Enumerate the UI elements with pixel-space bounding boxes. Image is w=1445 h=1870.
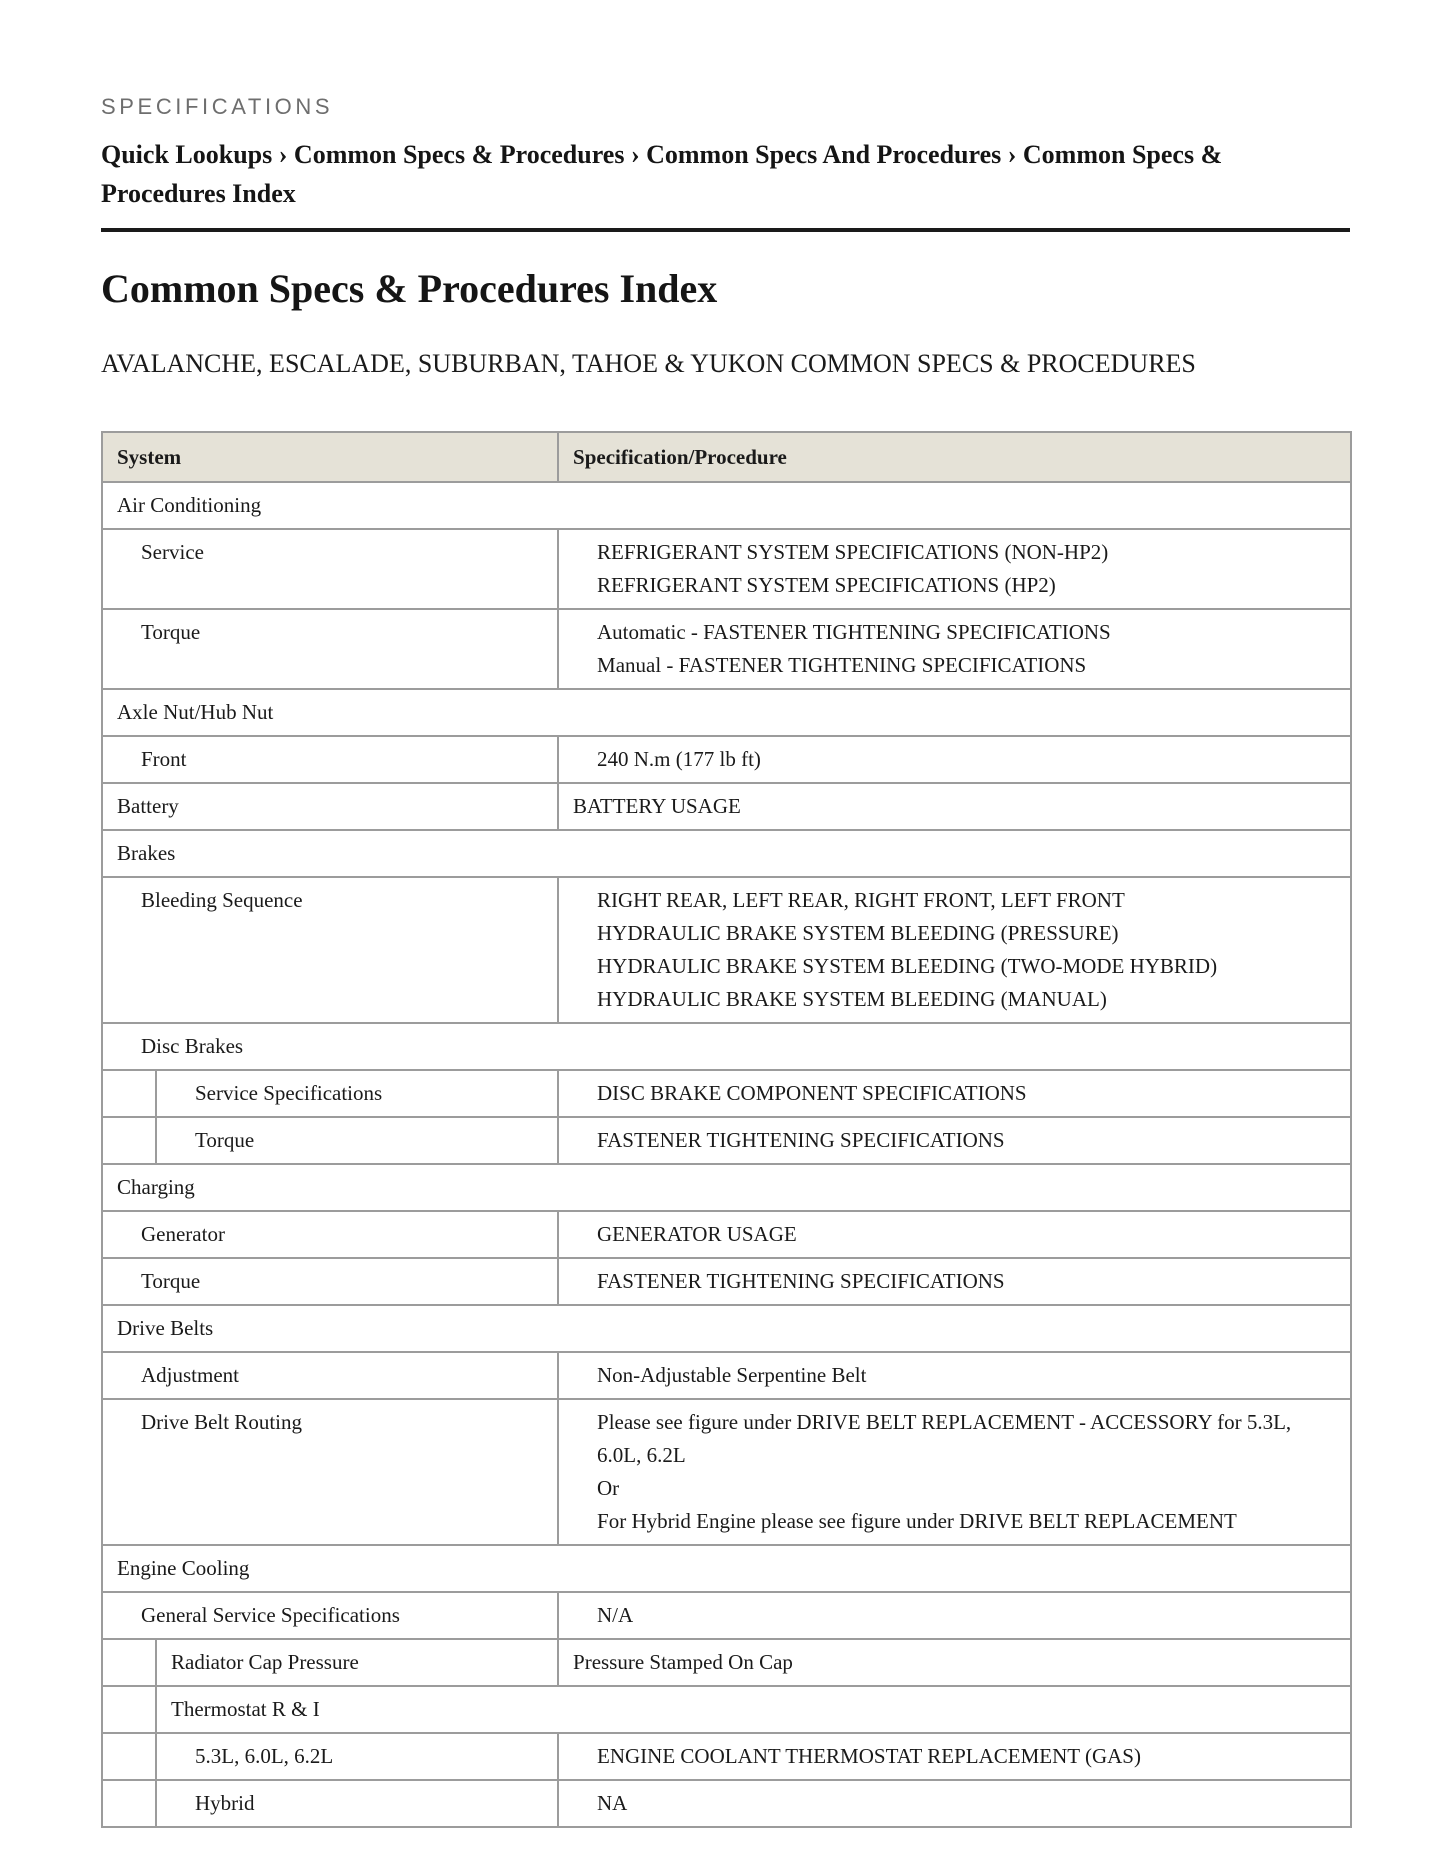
spec-link[interactable]: ENGINE COOLANT THERMOSTAT REPLACEMENT (GAS)	[597, 1744, 1141, 1768]
specs-table	[101, 431, 1352, 1828]
spec-cell	[558, 1352, 1351, 1399]
system-cell: Radiator Cap Pressure	[156, 1639, 558, 1686]
table-row	[102, 1780, 1351, 1827]
table-row	[102, 1399, 1351, 1545]
breadcrumb-item[interactable]: Common Specs & Procedures Index	[101, 140, 1223, 208]
system-cell: Battery	[102, 783, 558, 830]
indent-cell	[102, 1733, 156, 1780]
system-cell: Bleeding Sequence	[102, 877, 558, 1023]
system-cell: General Service Specifications	[102, 1592, 558, 1639]
spec-link[interactable]: DISC BRAKE COMPONENT SPECIFICATIONS	[597, 1081, 1027, 1105]
spec-note[interactable]: Please see figure under DRIVE BELT REPLACEMENT - ACCESSORY for 5.3L, 6.0L, 6.2L	[597, 1410, 1292, 1467]
breadcrumb-separator: ›	[630, 140, 647, 169]
system-cell: Generator	[102, 1211, 558, 1258]
system-cell: Front	[102, 736, 558, 783]
page-subtitle: AVALANCHE, ESCALADE, SUBURBAN, TAHOE & YUKON COMMON SPECS & PROCEDURES	[101, 349, 1196, 378]
system-cell: Service Specifications	[156, 1070, 558, 1117]
breadcrumb-separator: ›	[278, 140, 294, 169]
spec-note: Or	[597, 1476, 620, 1500]
spec-link[interactable]: HYDRAULIC BRAKE SYSTEM BLEEDING (PRESSURE)	[597, 921, 1119, 945]
table-row	[102, 1258, 1351, 1305]
spec-link[interactable]: FASTENER TIGHTENING SPECIFICATIONS	[597, 1128, 1005, 1152]
system-group-cell: Axle Nut/Hub Nut	[102, 689, 1351, 736]
spec-cell	[558, 1211, 1351, 1258]
table-row	[102, 783, 1351, 830]
system-group-cell: Air Conditioning	[102, 482, 1351, 529]
table-row	[102, 1117, 1351, 1164]
spec-value: NA	[597, 1791, 628, 1815]
spec-cell	[558, 1780, 1351, 1827]
system-group-cell: Charging	[102, 1164, 1351, 1211]
spec-link[interactable]: HYDRAULIC BRAKE SYSTEM BLEEDING (MANUAL)	[597, 987, 1107, 1011]
spec-link[interactable]: Automatic - FASTENER TIGHTENING SPECIFICATIONS	[597, 620, 1111, 644]
spec-value: RIGHT REAR, LEFT REAR, RIGHT FRONT, LEFT FRONT	[597, 888, 1125, 912]
column-header-system: System	[102, 432, 558, 482]
indent-cell	[102, 1117, 156, 1164]
spec-link[interactable]: REFRIGERANT SYSTEM SPECIFICATIONS (HP2)	[597, 573, 1056, 597]
system-group-cell: Brakes	[102, 830, 1351, 877]
spec-cell	[558, 1399, 1351, 1545]
table-row	[102, 482, 1351, 529]
section-eyebrow: SPECIFICATIONS	[101, 94, 334, 119]
indent-cell	[102, 1639, 156, 1686]
spec-link[interactable]: FASTENER TIGHTENING SPECIFICATIONS	[597, 1269, 1005, 1293]
table-header-row	[102, 432, 1351, 482]
spec-cell	[558, 1639, 1351, 1686]
system-group-cell: Drive Belts	[102, 1305, 1351, 1352]
spec-cell	[558, 1117, 1351, 1164]
table-row	[102, 529, 1351, 609]
system-cell: Drive Belt Routing	[102, 1399, 558, 1545]
spec-value: 240 N.m (177 lb ft)	[597, 747, 761, 771]
system-subgroup-cell: Thermostat R & I	[156, 1686, 1351, 1733]
spec-cell	[558, 1070, 1351, 1117]
breadcrumb	[101, 135, 1350, 213]
system-cell: Adjustment	[102, 1352, 558, 1399]
table-row	[102, 1686, 1351, 1733]
table-row	[102, 1211, 1351, 1258]
table-row	[102, 1023, 1351, 1070]
breadcrumb-item[interactable]: Common Specs And Procedures	[646, 140, 1002, 169]
table-row	[102, 1733, 1351, 1780]
table-row	[102, 830, 1351, 877]
system-subgroup-cell: Disc Brakes	[102, 1023, 1351, 1070]
system-group-cell: Engine Cooling	[102, 1545, 1351, 1592]
spec-cell	[558, 877, 1351, 1023]
column-header-spec: Specification/Procedure	[558, 432, 1351, 482]
indent-cell	[102, 1780, 156, 1827]
spec-cell	[558, 1733, 1351, 1780]
system-cell: Service	[102, 529, 558, 609]
spec-note[interactable]: For Hybrid Engine please see figure under DRIVE BELT REPLACEMENT	[597, 1509, 1237, 1533]
breadcrumb-item[interactable]: Common Specs & Procedures	[293, 140, 625, 169]
system-cell: 5.3L, 6.0L, 6.2L	[156, 1733, 558, 1780]
indent-cell	[102, 1686, 156, 1733]
spec-cell	[558, 736, 1351, 783]
table-row	[102, 1352, 1351, 1399]
spec-value: Non-Adjustable Serpentine Belt	[597, 1363, 867, 1387]
spec-cell	[558, 1258, 1351, 1305]
spec-cell	[558, 783, 1351, 830]
indent-cell	[102, 1070, 156, 1117]
breadcrumb-item[interactable]: Quick Lookups	[101, 140, 273, 169]
spec-cell	[558, 1592, 1351, 1639]
spec-link[interactable]: BATTERY USAGE	[573, 794, 741, 818]
breadcrumb-separator: ›	[1007, 140, 1023, 169]
table-row	[102, 877, 1351, 1023]
system-cell: Hybrid	[156, 1780, 558, 1827]
system-cell: Torque	[102, 1258, 558, 1305]
spec-link[interactable]: HYDRAULIC BRAKE SYSTEM BLEEDING (TWO-MODE HYBRID)	[597, 954, 1218, 978]
spec-link[interactable]: Manual - FASTENER TIGHTENING SPECIFICATIONS	[597, 653, 1087, 677]
table-row	[102, 609, 1351, 689]
header-divider	[101, 228, 1350, 232]
spec-cell	[558, 609, 1351, 689]
table-row	[102, 1305, 1351, 1352]
system-cell: Torque	[102, 609, 558, 689]
spec-value: Pressure Stamped On Cap	[573, 1650, 793, 1674]
spec-value: N/A	[597, 1603, 634, 1627]
spec-cell	[558, 529, 1351, 609]
page-title: Common Specs & Procedures Index	[101, 266, 718, 311]
system-cell: Torque	[156, 1117, 558, 1164]
table-row	[102, 1070, 1351, 1117]
spec-link[interactable]: GENERATOR USAGE	[597, 1222, 797, 1246]
table-row	[102, 1545, 1351, 1592]
table-row	[102, 1639, 1351, 1686]
table-row	[102, 1592, 1351, 1639]
spec-link[interactable]: REFRIGERANT SYSTEM SPECIFICATIONS (NON-HP2)	[597, 540, 1109, 564]
table-row	[102, 689, 1351, 736]
table-row	[102, 736, 1351, 783]
table-row	[102, 1164, 1351, 1211]
